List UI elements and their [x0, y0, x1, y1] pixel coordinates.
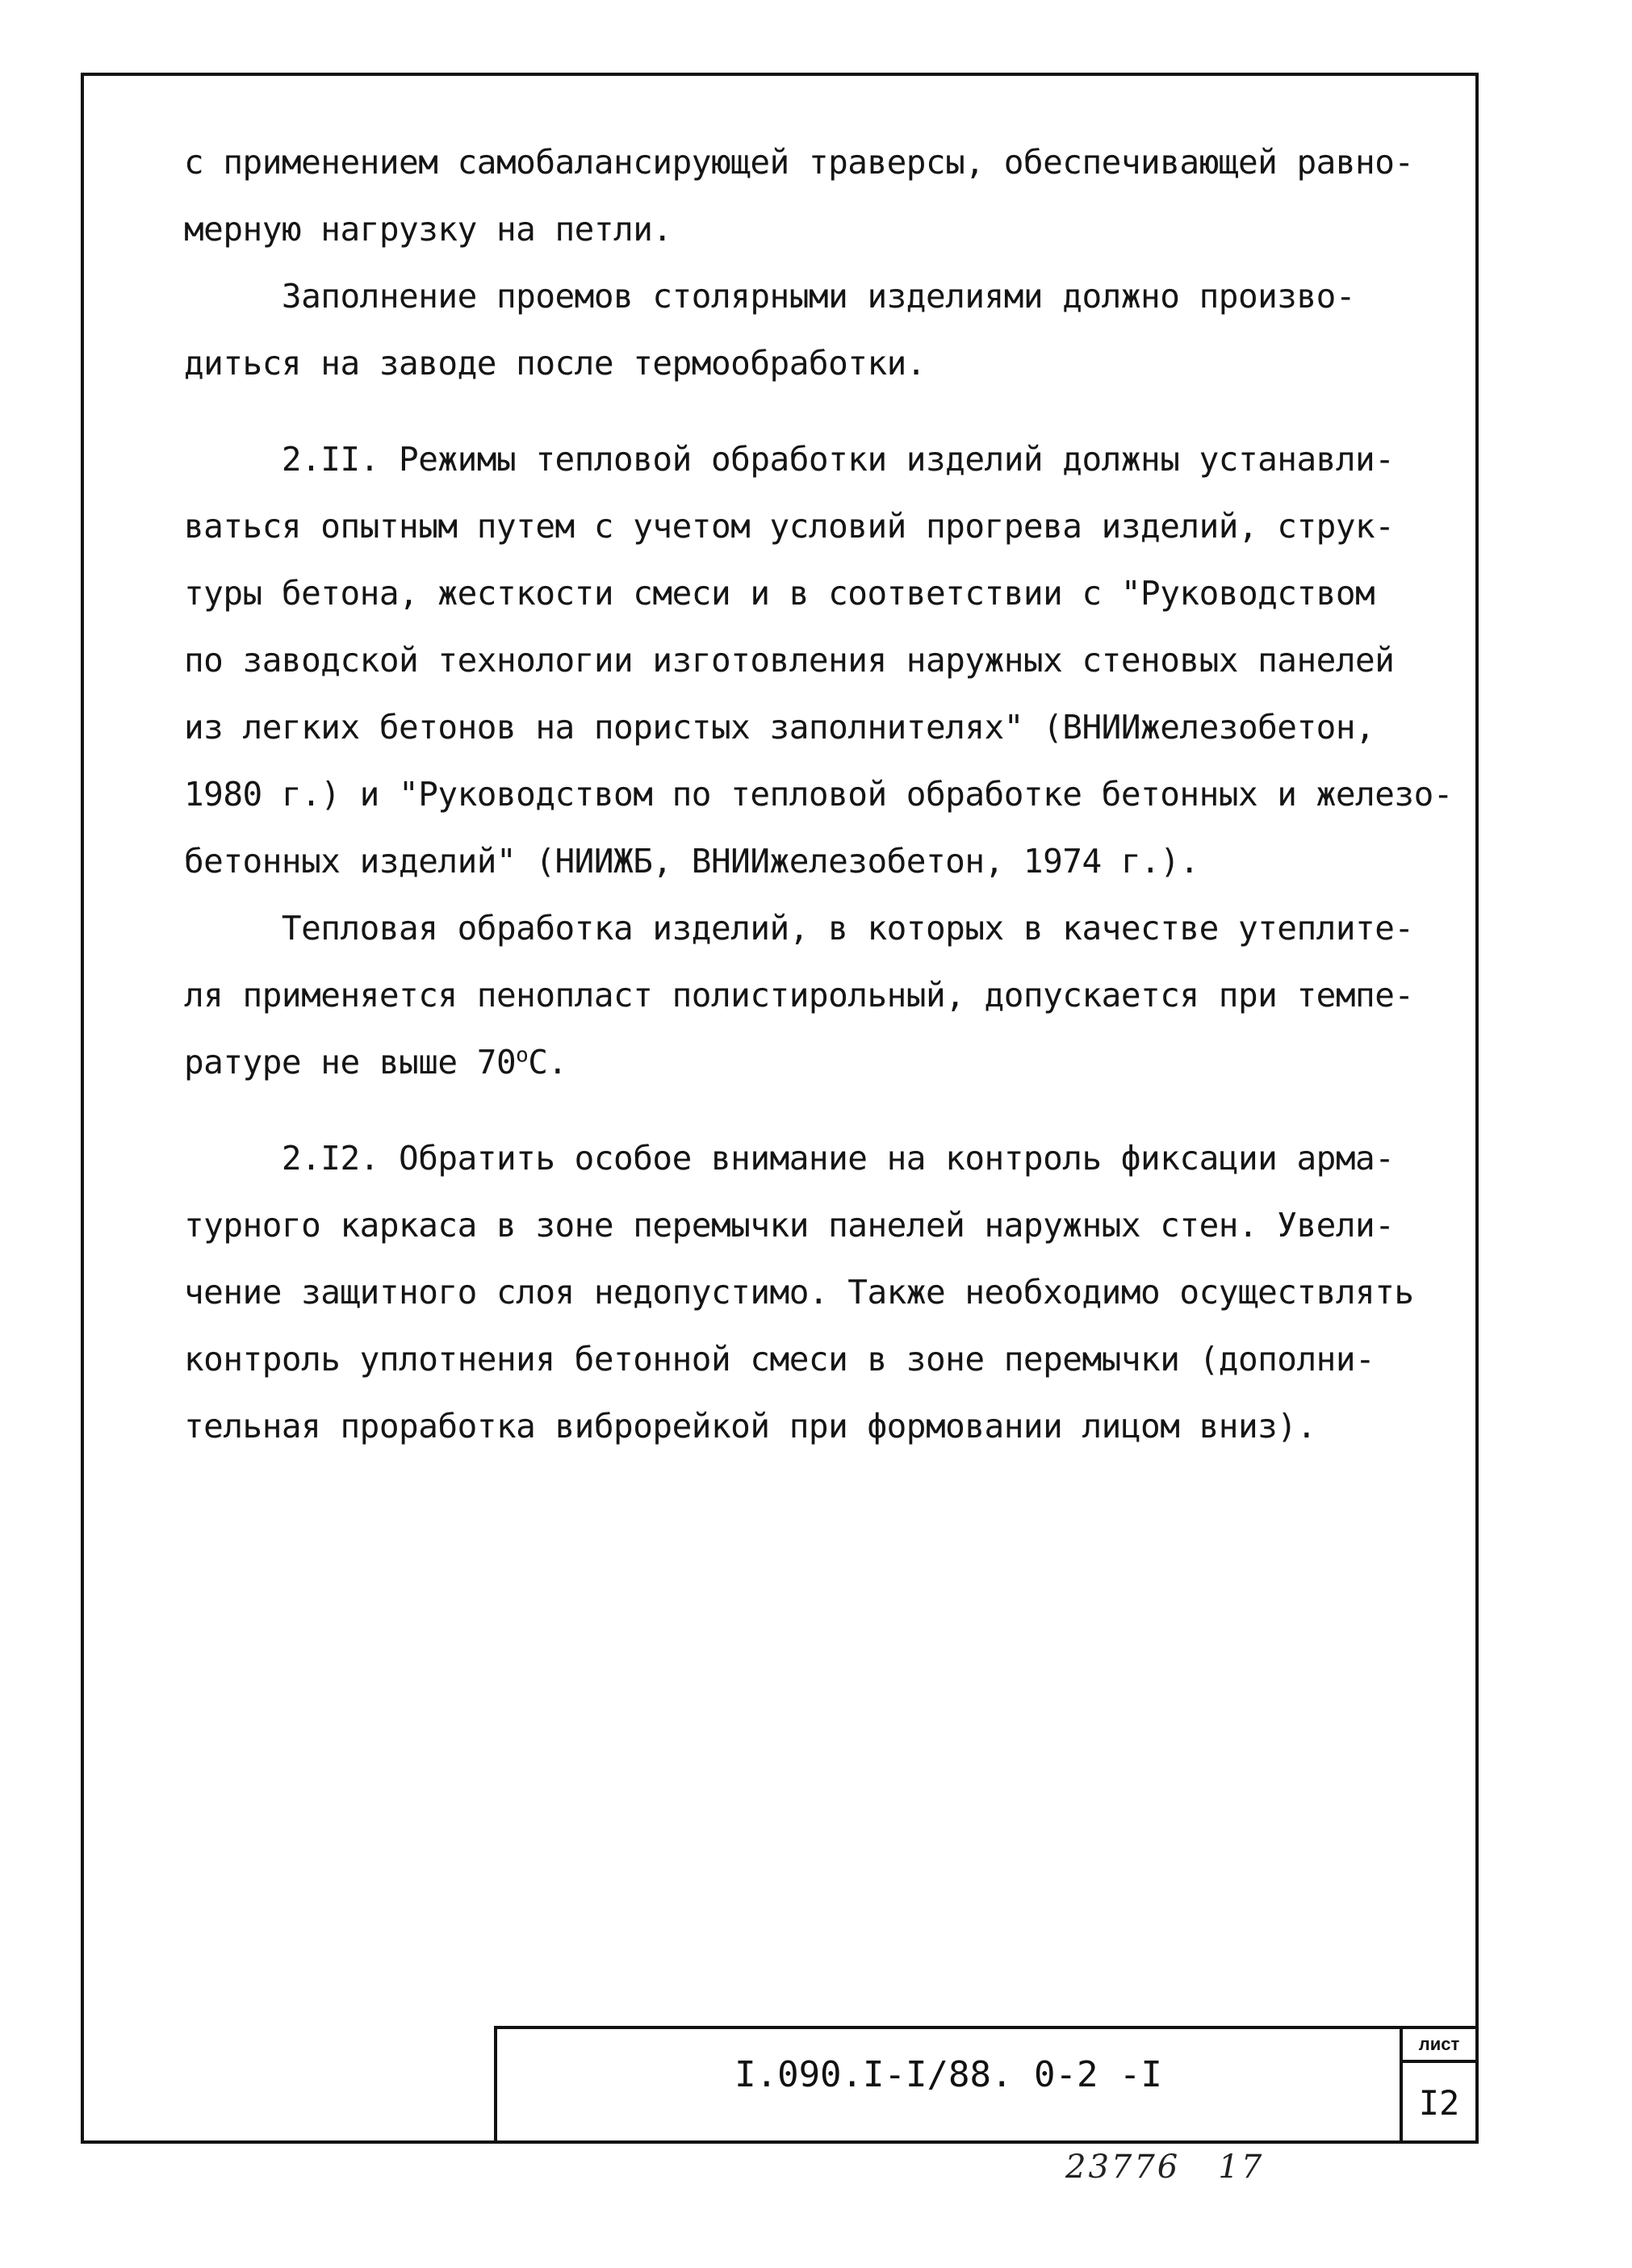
handwritten-note: 23776 17 [1065, 2149, 1265, 2186]
text-line: 2.II. Режимы тепловой обработки изделий должны устанавли- [184, 440, 1395, 479]
text-line: ля применяется пенопласт полистирольный, допускается при темпе- [184, 976, 1414, 1015]
sheet-number: I2 [1403, 2063, 1479, 2144]
degree-sign: о [516, 1043, 529, 1068]
text-line: турного каркаса в зоне перемычки панелей наружных стен. Увели- [184, 1206, 1395, 1245]
text-line: туры бетона, жесткости смеси и в соответствии с "Руководством [184, 574, 1375, 613]
text-line: тельная проработка виброрейкой при формовании лицом вниз). [184, 1407, 1316, 1446]
text-line: с применением самобалансирующей траверсы, обеспечивающей равно- [184, 143, 1414, 182]
text-line: из легких бетонов на пористых заполнителях" (ВНИИжелезобетон, [184, 708, 1375, 747]
paragraph-gap [184, 397, 1459, 426]
document-body [184, 129, 1459, 1460]
text-line: Заполнение проемов столярными изделиями должно произво- [184, 277, 1356, 316]
text-line: по заводской технологии изготовления наружных стеновых панелей [184, 641, 1395, 680]
text-line: ваться опытным путем с учетом условий прогрева изделий, струк- [184, 507, 1395, 546]
text-line: чение защитного слоя недопустимо. Также необходимо осуществлять [184, 1273, 1414, 1312]
text-line: Тепловая обработка изделий, в которых в качестве утеплите- [184, 909, 1414, 948]
text-line: 2.I2. Обратить особое внимание на контроль фиксации арма- [184, 1139, 1395, 1178]
text-line-temperature [184, 1029, 1459, 1096]
text-line: мерную нагрузку на петли. [184, 210, 672, 249]
sheet-label: лист [1403, 2026, 1479, 2063]
text-line: диться на заводе после термообработки. [184, 344, 926, 383]
text-line: контроль уплотнения бетонной смеси в зоне перемычки (дополни- [184, 1340, 1375, 1379]
temperature-unit: С. [528, 1043, 567, 1082]
text-line: 1980 г.) и "Руководством по тепловой обработке бетонных и железо- [184, 775, 1453, 814]
document-code: I.090.I-I/88. 0-2 -I [734, 2054, 1162, 2095]
text-line: бетонных изделий" (НИИЖБ, ВНИИжелезобетон, 1974 г.). [184, 842, 1199, 881]
temperature-text: ратуре не выше 70 [184, 1043, 517, 1082]
paragraph-gap [184, 1096, 1459, 1125]
